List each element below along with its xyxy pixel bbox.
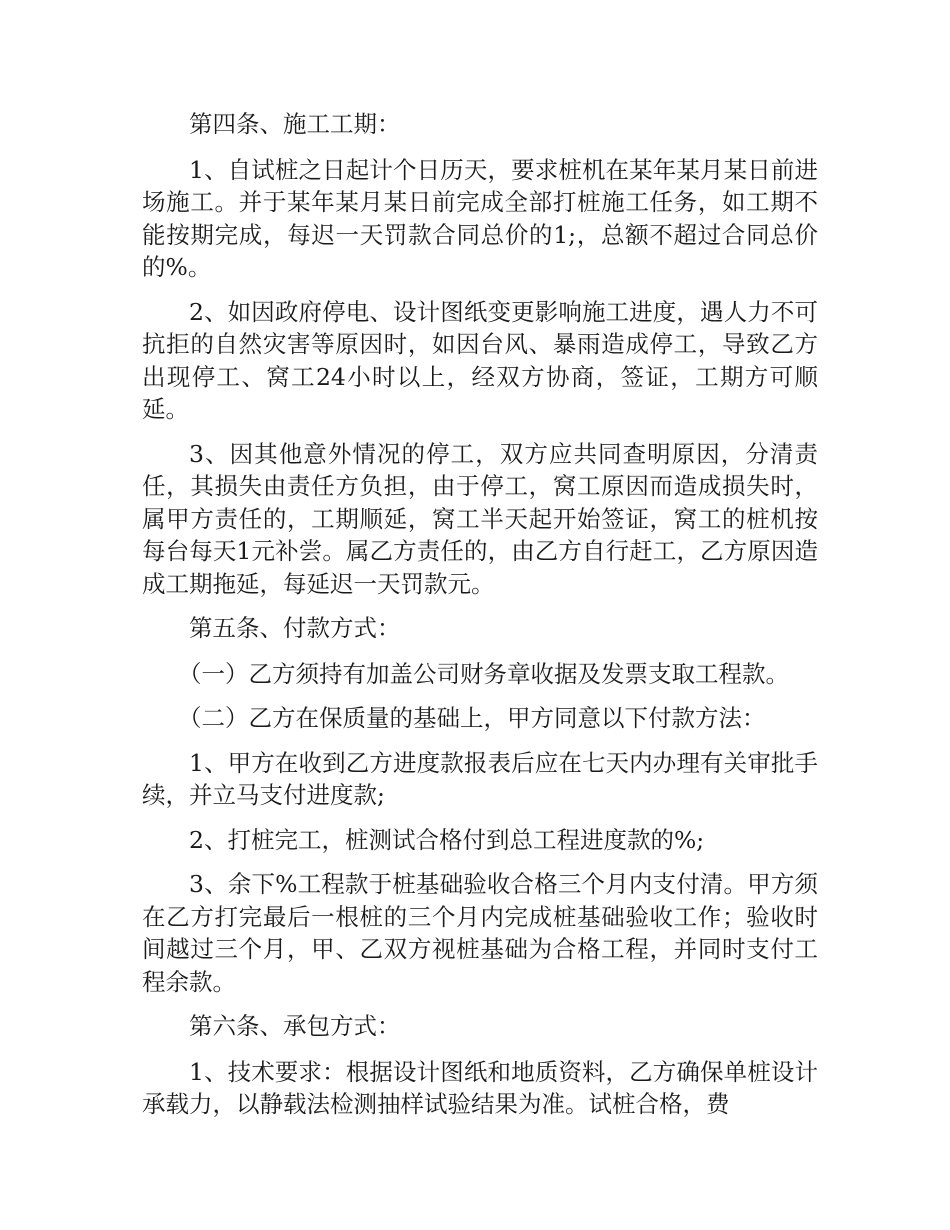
article-5-subsection-2: （二）乙方在保质量的基础上，甲方同意以下付款方法： <box>178 704 766 732</box>
article-5-subsection-1: （一）乙方须持有加盖公司财务章收据及发票支取工程款。 <box>178 659 789 688</box>
article-5-heading: 第五条、付款方式： <box>189 614 401 642</box>
article-4-clause-1: 1、自试桩之日起计个日历天，要求桩机在某年某月某日前进场施工。并于某年某月某日前完成全部打桩施工任务，如工期不能按期完成，每迟一天罚款合同总价的1;，总额不超过合同总价的%。 <box>142 155 818 281</box>
article-4-clause-3: 3、因其他意外情况的停工，双方应共同查明原因，分清责任，其损失由责任方负担，由于停工，窝工原因而造成损失时，属甲方责任的，工期顺延，窝工半天起开始签证，窝工的桩机按每台每天1元补尝。属乙方责任的，由乙方自行赶工，乙方原因造成工期拖延，每延迟一天罚款元。 <box>142 439 818 598</box>
article-4-clause-2: 2、如因政府停电、设计图纸变更影响施工进度，遇人力不可抗拒的自然灾害等原因时，如因台风、暴雨造成停工，导致乙方出现停工、窝工24小时以上，经双方协商，签证，工期方可顺延。 <box>142 297 818 423</box>
article-5-clause-1: 1、甲方在收到乙方进度款报表后应在七天内办理有关审批手续，并立马支付进度款; <box>142 748 818 809</box>
article-4-heading: 第四条、施工工期： <box>189 110 401 138</box>
article-6-clause-1: 1、技术要求：根据设计图纸和地质资料，乙方确保单桩设计承载力，以静载法检测抽样试验结果为准。试桩合格，费 <box>142 1057 818 1118</box>
article-5-clause-3: 3、余下%工程款于桩基础验收合格三个月内支付清。甲方须在乙方打完最后一根桩的三个月内完成桩基础验收工作；验收时间越过三个月，甲、乙双方视桩基础为合格工程，并同时支付工程余款。 <box>142 870 818 996</box>
article-6-heading: 第六条、承包方式： <box>189 1012 401 1040</box>
document-body <box>142 108 818 1133</box>
article-5-clause-2: 2、打桩完工，桩测试合格付到总工程进度款的%; <box>189 825 705 854</box>
